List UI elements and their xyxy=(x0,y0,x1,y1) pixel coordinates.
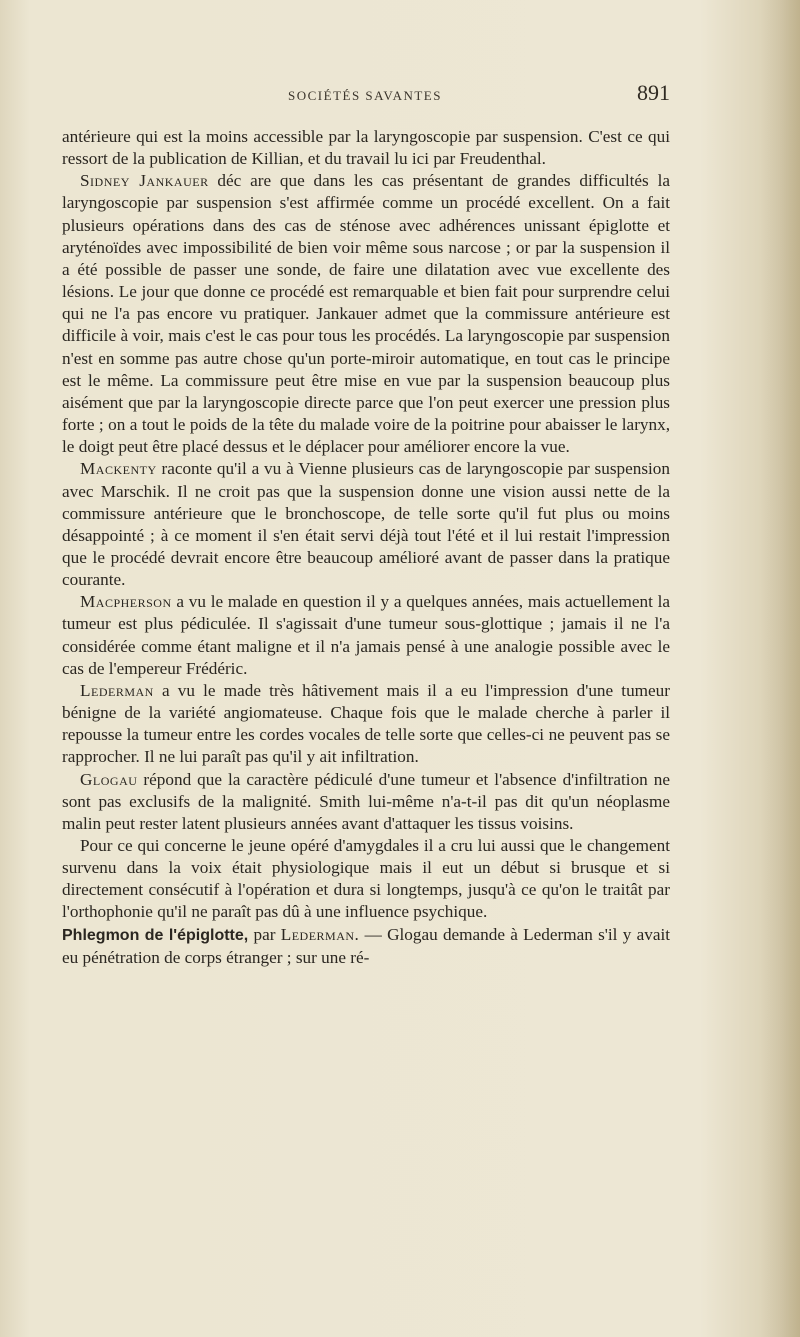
paragraph-5 xyxy=(62,680,670,769)
paragraph-text: déc are que dans les cas présentant de grandes difficultés la laryngoscopie par suspension s'est affirmée comme un procédé excellent. On a fait plusieurs opérations dans des cas de sténose avec adhérences unissant épiglotte et aryténoïdes avec impossibilité de bien voir même sous narcose ; or par la suspension il a été possible de passer une sonde, de faire une dilatation avec vue excellente des lésions. Le jour que donne ce procédé est remarquable et bien fait pour surprendre celui qui ne l'a pas encore vu pratiquer. Jankauer admet que la commissure antérieure est difficile à voir, mais c'est le cas pour tous les procédés. La laryngoscopie par suspension n'est en somme pas autre chose qu'un porte-miroir automatique, en tout cas le principe est le même. La commissure peut être mise en vue par la suspension beaucoup plus aisément que par la laryngoscopie directe parce que l'on peut exercer une pression plus forte ; on a tout le poids de la tête du malade voire de la poitrine pour abaisser le larynx, le doigt peut être placé dessus et le déplacer pour améliorer encore la vue. xyxy=(62,171,670,457)
speaker-name: Glogau xyxy=(80,769,138,789)
body-text xyxy=(62,126,670,969)
paragraph-3 xyxy=(62,458,670,591)
paragraph-6 xyxy=(62,769,670,835)
speaker-name: Lederman xyxy=(80,680,154,700)
paragraph-text: par xyxy=(248,924,281,944)
speaker-name: Sidney Jankauer xyxy=(80,171,209,191)
paragraph-7: Pour ce qui concerne le jeune opéré d'amygdales il a cru lui aussi que le changement survenu dans la voix était physiologique mais il eut un début si brusque et si directement consécutif à l'opération et dura si longtemps, jusqu'à ce qu'on le traitât par l'orthophonie qu'il ne paraît pas dû à une influence psychique. xyxy=(62,836,670,922)
paragraph-8 xyxy=(62,924,670,969)
page-edge-shadow xyxy=(760,0,800,1337)
paragraph-text: — Glogau demande à Lederman s'il y avait eu pénétration de corps étranger ; sur une ré- xyxy=(62,924,670,967)
paragraph-2 xyxy=(62,170,670,458)
speaker-name: Mackenty xyxy=(80,459,157,479)
paragraph-text: a vu le made très hâtivement mais il a eu l'impression d'une tumeur bénigne de la variété angiomateuse. Chaque fois que le malade cherche à parler il repousse la tumeur entre les cordes vocales de telle sorte que celles-ci ne peuvent pas se rapprocher. Il ne lui paraît pas qu'il y ait infiltration. xyxy=(62,680,670,767)
running-title: SOCIÉTÉS SAVANTES xyxy=(288,88,442,103)
paragraph-text: a vu le malade en question il y a quelques années, mais actuellement la tumeur est plus pédiculée. Il s'agissait d'une tumeur sous-glottique ; jamais il ne l'a considérée comme étant maligne et il n'a jamais pensé à une analogie possible avec le cas de l'empereur Frédéric. xyxy=(62,592,670,678)
paragraph-text: raconte qu'il a vu à Vienne plusieurs cas de laryngoscopie par suspension avec Marschik. Il ne croit pas que la suspension donne une vision aussi nette de la commissure antérieure que le bronchoscope, de telle sorte qu'il fut plus ou moins désappointé ; à ce moment il s'en était servi déjà tout l'été et il lui restait l'impression que le procédé devrait encore être beaucoup amélioré avant de passer dans la pratique courante. xyxy=(62,459,670,590)
page-header xyxy=(60,80,670,110)
paragraph-1: antérieure qui est la moins accessible par la laryngoscopie par suspension. C'est ce qui ressort de la publication de Killian, et du travail lu ici par Freudenthal. xyxy=(62,127,670,169)
speaker-name: Macpherson xyxy=(80,592,172,612)
paragraph-text: répond que la caractère pédiculé d'une tumeur et l'absence d'infiltration ne sont pas exclusifs de la malignité. Smith lui-même n'a-t-il pas dit qu'un néoplasme malin peut rester latent plusieurs années avant d'attaquer les tissus voisins. xyxy=(62,769,670,833)
speaker-name: Lederman. xyxy=(280,924,360,944)
page-number: 891 xyxy=(637,80,670,105)
paragraph-4 xyxy=(62,591,670,680)
section-heading: Phlegmon de l'épiglotte, xyxy=(62,926,249,944)
